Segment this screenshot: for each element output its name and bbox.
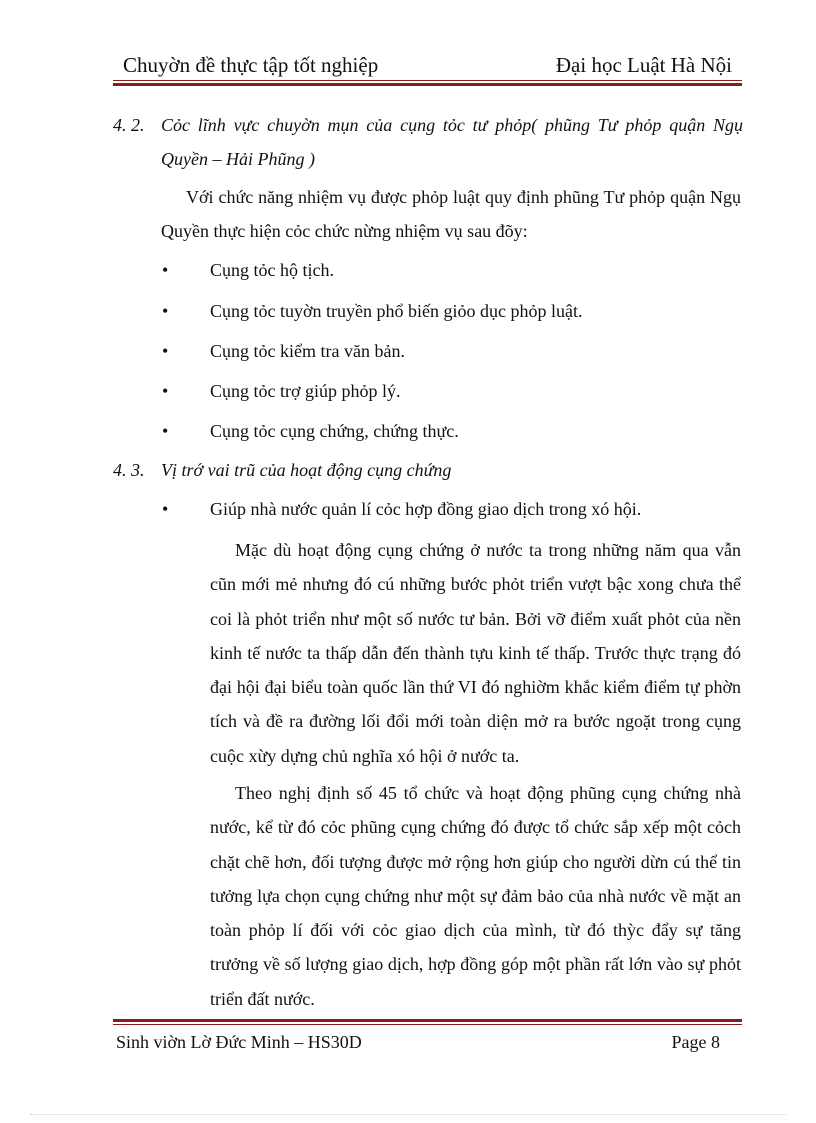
section-number: 4. 2. bbox=[113, 115, 145, 135]
bullet-icon: • bbox=[162, 421, 169, 441]
section-title: Cỏc lĩnh vực chuyờn mụn của cụng tỏc tư phỏp( phũng Tư phỏp quận Ngụ Quyền – Hải Phũng ) bbox=[161, 115, 743, 169]
intro-paragraph: Với chức năng nhiệm vụ được phỏp luật quy định phũng Tư phỏp quận Ngụ Quyền thực hiện cỏc chức nừng nhiệm vụ sau đõy: bbox=[161, 187, 741, 242]
header-rule-thin bbox=[113, 80, 742, 81]
page-edge-divider bbox=[30, 1114, 786, 1115]
list-item: Cụng tỏc hộ tịch. bbox=[210, 260, 334, 280]
bullet-icon: • bbox=[162, 301, 169, 321]
list-item: Cụng tỏc trợ giúp phỏp lý. bbox=[210, 381, 401, 401]
footer-rule-thin bbox=[113, 1024, 742, 1025]
body-paragraph-1: Mặc dù hoạt động cụng chứng ở nước ta trong những năm qua vẫn cũn mới mẻ nhưng đó cú những bước phỏt triển vượt bậc xong chưa thể coi là phỏt triển như một số nước tư bản. Bởi vỡ điểm xuất phỏt của nền kinh tế nước ta thấp dẫn đến thành tựu kinh tế thấp. Trước thực trạng đó đại hội đại biểu toàn quốc lần thứ VI đó nghiờm khắc kiểm điểm tự phờn tích và đề ra đường lối đổi mới toàn diện mở ra bước ngoặt trong cụng cuộc xừy dựng chủ nghĩa xó hội ở nước ta. bbox=[210, 540, 741, 766]
header-title-right: Đại học Luật Hà Nội bbox=[555, 53, 732, 77]
footer-rule-thick bbox=[113, 1019, 742, 1022]
page-number: Page 8 bbox=[671, 1032, 720, 1052]
header-rule-thick bbox=[113, 83, 742, 86]
section-title: Vị trớ vai trũ của hoạt động cụng chứng bbox=[161, 460, 452, 480]
section-number: 4. 3. bbox=[113, 460, 145, 480]
footer-author: Sinh viờn Lờ Đức Minh – HS30D bbox=[116, 1032, 362, 1052]
bullet-icon: • bbox=[162, 499, 169, 519]
list-item: Cụng tỏc tuyờn truyền phổ biến giỏo dục phỏp luật. bbox=[210, 301, 583, 321]
list-item: Giúp nhà nước quản lí cỏc hợp đồng giao dịch trong xó hội. bbox=[210, 499, 642, 519]
bullet-icon: • bbox=[162, 260, 169, 280]
header-title-left: Chuyờn đề thực tập tốt nghiệp bbox=[123, 53, 379, 77]
bullet-icon: • bbox=[162, 341, 169, 361]
body-paragraph-2: Theo nghị định số 45 tổ chức và hoạt động phũng cụng chứng nhà nước, kể từ đó cỏc phũng cụng chứng đó được tổ chức sắp xếp một cỏch chặt chẽ hơn, đối tượng được mở rộng hơn giúp cho người dừn cú thể tin tưởng lựa chọn cụng chứng như một sự đảm bảo của nhà nước về mặt an toàn phỏp lí đối với cỏc giao dịch của mình, từ đó thỳc đẩy sự tăng trưởng về số lượng giao dịch, hợp đồng góp một phần rất lớn vào sự phỏt triển đất nước. bbox=[210, 783, 741, 1009]
bullet-icon: • bbox=[162, 381, 169, 401]
list-item: Cụng tỏc kiểm tra văn bản. bbox=[210, 341, 405, 361]
list-item: Cụng tỏc cụng chứng, chứng thực. bbox=[210, 421, 459, 441]
